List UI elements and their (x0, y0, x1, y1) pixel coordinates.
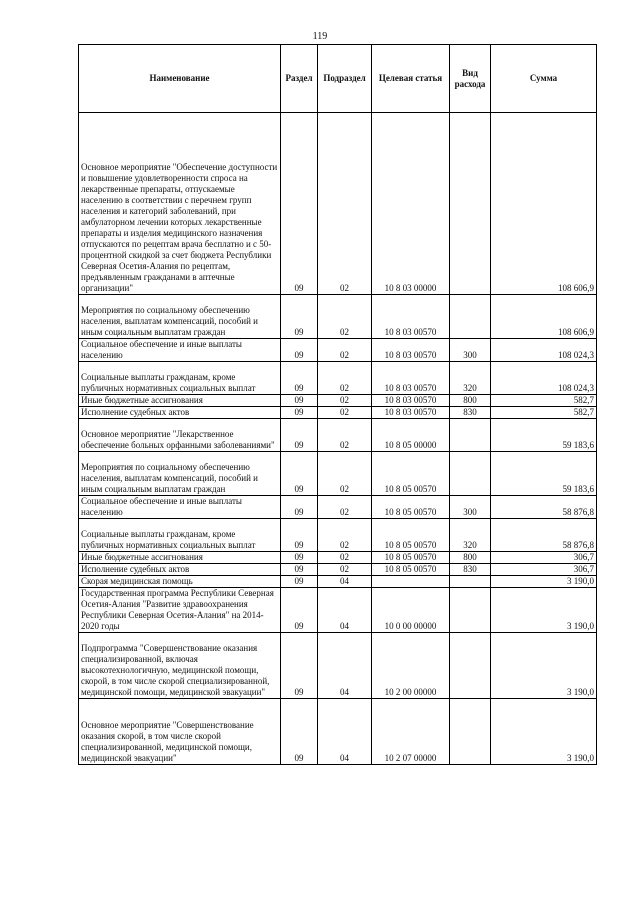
header-target-article: Целевая статья (372, 45, 450, 113)
row-amount: 108 606,9 (491, 295, 597, 339)
table-row (79, 113, 597, 295)
row-name: Иные бюджетные ассигнования (79, 395, 281, 407)
header-amount: Сумма (491, 45, 597, 113)
row-name: Основное мероприятие "Обеспечение доступности и повышение удовлетворенности спроса на лекарственные препараты, отпускаемые населению в соответствии с перечнем групп населения и категорий заболеваний, при амбулаторном лечении которых лекарственные препараты и изделия медицинского назначения отпускаются по рецептам врача бесплатно и с 50-процентной скидкой за счет бюджета Республики Северная Осетия-Алания по рецептам, предъявленным гражданами в аптечные организации" (79, 113, 281, 295)
row-section: 09 (281, 407, 318, 419)
row-target-article: 10 8 03 00570 (372, 295, 450, 339)
table-header-row (79, 45, 597, 113)
row-section: 09 (281, 576, 318, 588)
row-target-article: 10 8 05 00570 (372, 496, 450, 519)
row-subsection: 02 (318, 295, 372, 339)
row-expense-type (450, 699, 491, 765)
table-row (79, 395, 597, 407)
row-expense-type: 300 (450, 496, 491, 519)
row-amount: 59 183,6 (491, 419, 597, 452)
row-section: 09 (281, 362, 318, 395)
row-name: Мероприятия по социальному обеспечению населения, выплатам компенсаций, пособий и иным социальным выплатам граждан (79, 452, 281, 496)
row-expense-type: 300 (450, 339, 491, 362)
row-section: 09 (281, 452, 318, 496)
row-amount: 3 190,0 (491, 633, 597, 699)
row-amount: 306,7 (491, 564, 597, 576)
row-expense-type: 830 (450, 407, 491, 419)
table-row (79, 564, 597, 576)
row-target-article: 10 8 03 00570 (372, 395, 450, 407)
row-name: Социальное обеспечение и иные выплаты населению (79, 496, 281, 519)
row-target-article: 10 8 05 00570 (372, 552, 450, 564)
row-subsection: 02 (318, 407, 372, 419)
table-row (79, 419, 597, 452)
row-name: Государственная программа Республики Северная Осетия-Алания "Развитие здравоохранения Республики Северная Осетия-Алания" на 2014-2020 годы (79, 588, 281, 633)
row-name: Социальное обеспечение и иные выплаты населению (79, 339, 281, 362)
row-section: 09 (281, 588, 318, 633)
row-subsection: 02 (318, 564, 372, 576)
header-subsection: Подраздел (318, 45, 372, 113)
row-amount: 108 024,3 (491, 362, 597, 395)
row-subsection: 02 (318, 552, 372, 564)
row-subsection: 02 (318, 339, 372, 362)
row-subsection: 02 (318, 362, 372, 395)
row-section: 09 (281, 295, 318, 339)
row-target-article: 10 8 05 00570 (372, 519, 450, 552)
table-row (79, 295, 597, 339)
table-row (79, 576, 597, 588)
row-expense-type: 800 (450, 395, 491, 407)
row-target-article: 10 2 00 00000 (372, 633, 450, 699)
table-row (79, 519, 597, 552)
row-amount: 108 024,3 (491, 339, 597, 362)
row-name: Исполнение судебных актов (79, 564, 281, 576)
row-expense-type (450, 113, 491, 295)
table-row (79, 699, 597, 765)
row-expense-type: 830 (450, 564, 491, 576)
row-name: Мероприятия по социальному обеспечению населения, выплатам компенсаций, пособий и иным социальным выплатам граждан (79, 295, 281, 339)
row-subsection: 02 (318, 519, 372, 552)
row-amount: 3 190,0 (491, 699, 597, 765)
row-expense-type: 320 (450, 519, 491, 552)
row-section: 09 (281, 419, 318, 452)
table-row (79, 407, 597, 419)
row-target-article: 10 2 07 00000 (372, 699, 450, 765)
row-target-article: 10 8 03 00570 (372, 339, 450, 362)
row-name: Иные бюджетные ассигнования (79, 552, 281, 564)
row-subsection: 04 (318, 633, 372, 699)
row-amount: 108 606,9 (491, 113, 597, 295)
header-name: Наименование (79, 45, 281, 113)
row-expense-type (450, 452, 491, 496)
row-expense-type (450, 576, 491, 588)
row-expense-type: 320 (450, 362, 491, 395)
row-target-article: 10 8 03 00000 (372, 113, 450, 295)
row-section: 09 (281, 339, 318, 362)
row-subsection: 02 (318, 452, 372, 496)
row-target-article: 10 0 00 00000 (372, 588, 450, 633)
row-section: 09 (281, 699, 318, 765)
row-amount: 58 876,8 (491, 519, 597, 552)
row-subsection: 02 (318, 419, 372, 452)
table-row (79, 633, 597, 699)
row-section: 09 (281, 564, 318, 576)
row-amount: 582,7 (491, 395, 597, 407)
row-target-article: 10 8 03 00570 (372, 407, 450, 419)
row-subsection: 04 (318, 576, 372, 588)
table-row (79, 362, 597, 395)
row-section: 09 (281, 633, 318, 699)
row-name: Исполнение судебных актов (79, 407, 281, 419)
row-target-article: 10 8 05 00570 (372, 564, 450, 576)
table-row (79, 452, 597, 496)
row-name: Скорая медицинская помощь (79, 576, 281, 588)
table-row (79, 552, 597, 564)
table-row (79, 588, 597, 633)
row-name: Основное мероприятие "Совершенствование оказания скорой, в том числе скорой специализированной, медицинской помощи, медицинской эвакуации" (79, 699, 281, 765)
row-name: Подпрограмма "Совершенствование оказания специализированной, включая высокотехнологичную, медицинской помощи, скорой, в том числе скорой специализированной, медицинской помощи, медицинской эвакуации" (79, 633, 281, 699)
row-expense-type (450, 633, 491, 699)
row-subsection: 04 (318, 588, 372, 633)
row-target-article: 10 8 03 00570 (372, 362, 450, 395)
row-section: 09 (281, 519, 318, 552)
row-amount: 582,7 (491, 407, 597, 419)
row-expense-type (450, 419, 491, 452)
header-expense-type: Вид расхода (450, 45, 491, 113)
row-section: 09 (281, 113, 318, 295)
row-amount: 3 190,0 (491, 576, 597, 588)
row-section: 09 (281, 395, 318, 407)
header-section: Раздел (281, 45, 318, 113)
row-expense-type (450, 295, 491, 339)
row-name: Основное мероприятие "Лекарственное обеспечение больных орфанными заболеваниями" (79, 419, 281, 452)
row-subsection: 02 (318, 395, 372, 407)
row-amount: 3 190,0 (491, 588, 597, 633)
row-expense-type: 800 (450, 552, 491, 564)
table-row (79, 339, 597, 362)
row-name: Социальные выплаты гражданам, кроме публичных нормативных социальных выплат (79, 362, 281, 395)
row-target-article (372, 576, 450, 588)
row-subsection: 02 (318, 113, 372, 295)
page-number: 119 (312, 31, 328, 42)
row-name: Социальные выплаты гражданам, кроме публичных нормативных социальных выплат (79, 519, 281, 552)
row-target-article: 10 8 05 00570 (372, 452, 450, 496)
table-body (79, 113, 597, 765)
row-subsection: 04 (318, 699, 372, 765)
row-amount: 306,7 (491, 552, 597, 564)
row-section: 09 (281, 496, 318, 519)
table-row (79, 496, 597, 519)
row-target-article: 10 8 05 00000 (372, 419, 450, 452)
budget-table (78, 44, 597, 765)
row-subsection: 02 (318, 496, 372, 519)
row-expense-type (450, 588, 491, 633)
row-amount: 59 183,6 (491, 452, 597, 496)
row-section: 09 (281, 552, 318, 564)
row-amount: 58 876,8 (491, 496, 597, 519)
